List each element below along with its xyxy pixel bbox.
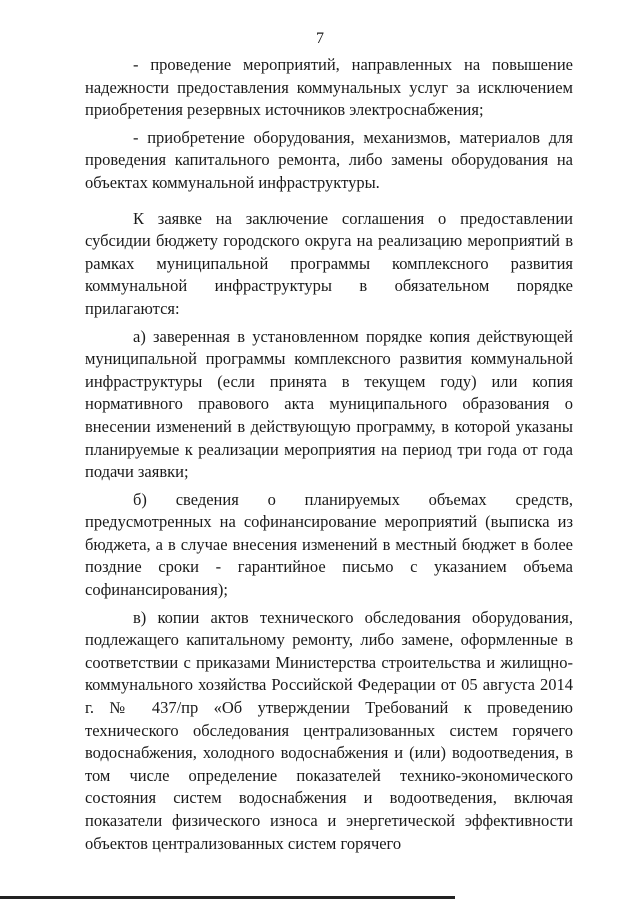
paragraph-item-v: в) копии актов технического обследования оборудования, подлежащего капитальному ремонту, либо замене, оформленные в соответствии с приказами Министерства строительства и жилищно-коммунального хозяйства Российской Федерации от 05 августа 2014 г. № 437/пр «Об утверждении Требований к проведению технического обследования централизованных систем горячего водоснабжения, холодного водоснабжения и (или) водоотведения, в том числе определение показателей технико-экономического состояния систем водоснабжения и водоотведения, включая показатели физического износа и энергетической эффективности объектов централизованных систем горячего	[85, 607, 573, 853]
page-number: 7	[316, 30, 324, 47]
paragraph-equipment-purchase: - приобретение оборудования, механизмов, материалов для проведения капитального ремонта, либо замены оборудования на объектах коммунальной инфраструктуры.	[85, 127, 573, 192]
paragraph-reliability-measures: - проведение мероприятий, направленных на повышение надежности предоставления коммунальных услуг за исключением приобретения резервных источников электроснабжения;	[85, 55, 573, 120]
paragraph-item-a: а) заверенная в установленном порядке копия действующей муниципальной программы комплексного развития коммунальной инфраструктуры (если принята в текущем году) или копия нормативного правового акта муниципального образования о внесении изменений в действующую программу, в которой указаны планируемые к реализации мероприятия на период три года от года подачи заявки;	[85, 326, 573, 482]
paragraph-application-attachments: К заявке на заключение соглашения о предоставлении субсидии бюджету городского округа на реализацию мероприятий в рамках муниципальной программы комплексного развития коммунальной инфраструктуры в обязательном порядке прилагаются:	[85, 208, 573, 318]
bottom-scan-rule	[0, 896, 455, 899]
paragraph-item-b: б) сведения о планируемых объемах средств, предусмотренных на софинансирование мероприятий (выписка из бюджета, а в случае внесения изменений в местный бюджет в более поздние сроки - гарантийное письмо с указанием объема софинансирования);	[85, 489, 573, 600]
document-body	[85, 54, 573, 855]
